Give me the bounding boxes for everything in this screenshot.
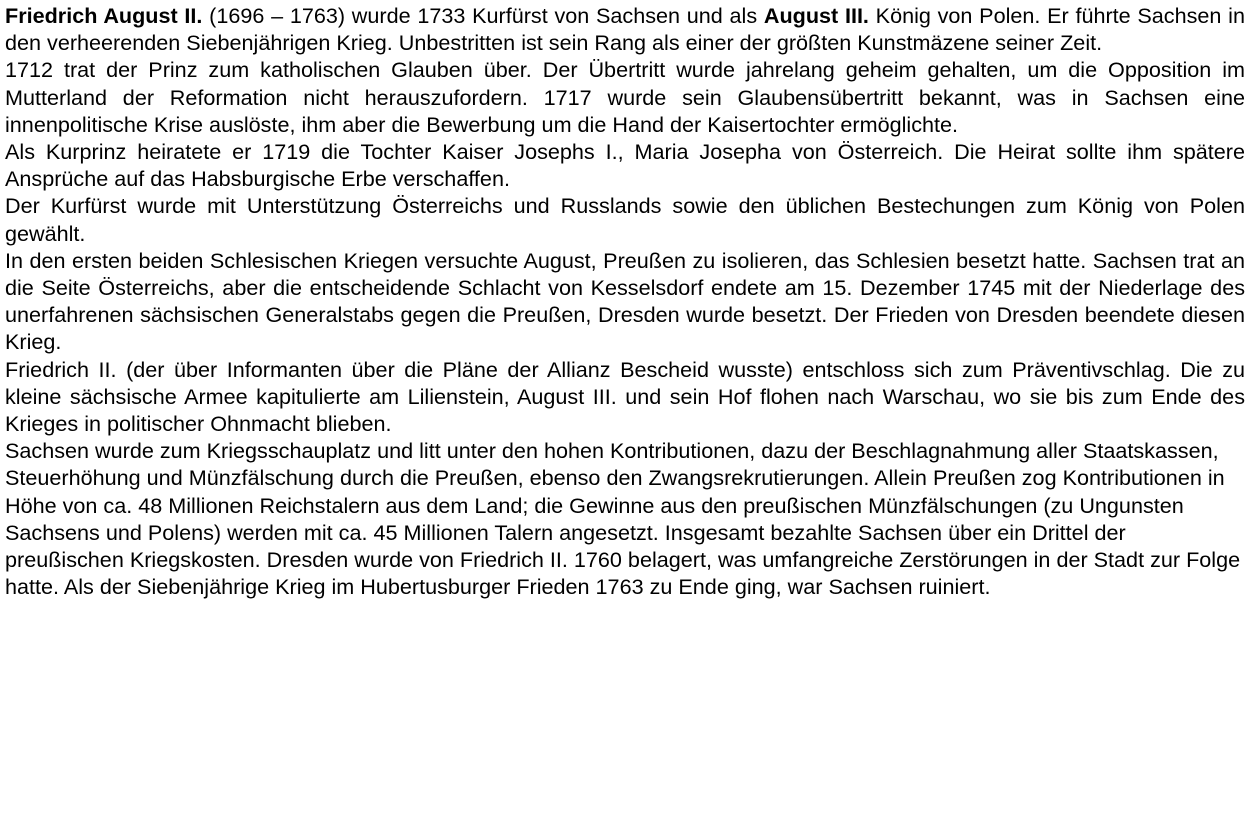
document-body [5,2,1245,600]
paragraph-conversion: 1712 trat der Prinz zum katholischen Glauben über. Der Übertritt wurde jahrelang geheim gehalten, um die Opposition im Mutterland der Reformation nicht herauszufordern. 1717 wurde sein Glaubensübertritt bekannt, was in Sachsen eine innenpolitische Krise auslöste, ihm aber die Bewerbung um die Hand der Kaisertochter ermöglichte. [5,57,1245,137]
paragraph-preventive-strike: Friedrich II. (der über Informanten über die Pläne der Allianz Bescheid wusste) entschloss sich zum Präventivschlag. Die zu kleine sächsische Armee kapitulierte am Lilienstein, August III. und sein Hof flohen nach Warschau, wo sie bis zum Ende des Krieges in politischer Ohnmacht blieben. [5,356,1245,437]
bold-name: Friedrich August II. [5,3,203,28]
paragraph-marriage: Als Kurprinz heiratete er 1719 die Tochter Kaiser Josephs I., Maria Josepha von Österreich. Die Heirat sollte ihm spätere Ansprüche auf das Habsburgische Erbe verschaffen. [5,139,1245,192]
intro-text-1: (1696 – 1763) wurde 1733 Kurfürst von Sachsen und als [202,3,764,28]
paragraph-war-consequences: Sachsen wurde zum Kriegsschauplatz und litt unter den hohen Kontributionen, dazu der Beschlagnahmung aller Staatskassen, Steuerhöhung und Münzfälschung durch die Preußen, ebenso den Zwangsrekrutierungen. Allein Preußen zog Kontributionen in Höhe von ca. 48 Millionen Reichstalern aus dem Land; die Gewinne aus den preußischen Münzfälschungen (zu Ungunsten Sachsens und Polens) werden mit ca. 45 Millionen Talern angesetzt. Insgesamt bezahlte Sachsen über ein Drittel der preußischen Kriegskosten. Dresden wurde von Friedrich II. 1760 belagert, was umfangreiche Zerstörungen in der Stadt zur Folge hatte. Als der Siebenjährige Krieg im Hubertusburger Frieden 1763 zu Ende ging, war Sachsen ruiniert. [5,438,1241,600]
intro-text-2: König von Polen. Er führte Sachsen in den verheerenden Siebenjährigen Krieg. Unbestritten ist sein Rang als einer der größten Kunstmäzene seiner Zeit. [5,3,1245,56]
paragraph-intro [5,2,1245,56]
paragraph-silesian-wars: In den ersten beiden Schlesischen Kriegen versuchte August, Preußen zu isolieren, das Schlesien besetzt hatte. Sachsen trat an die Seite Österreichs, aber die entscheidende Schlacht von Kesselsdorf endete am 15. Dezember 1745 mit der Niederlage des unerfahrenen sächsischen Generalstabs gegen die Preußen, Dresden wurde besetzt. Der Frieden von Dresden beendete diesen Krieg. [5,247,1245,355]
bold-title: August III. [763,3,869,28]
paragraph-election: Der Kurfürst wurde mit Unterstützung Österreichs und Russlands sowie den üblichen Bestechungen zum König von Polen gewählt. [5,193,1245,246]
